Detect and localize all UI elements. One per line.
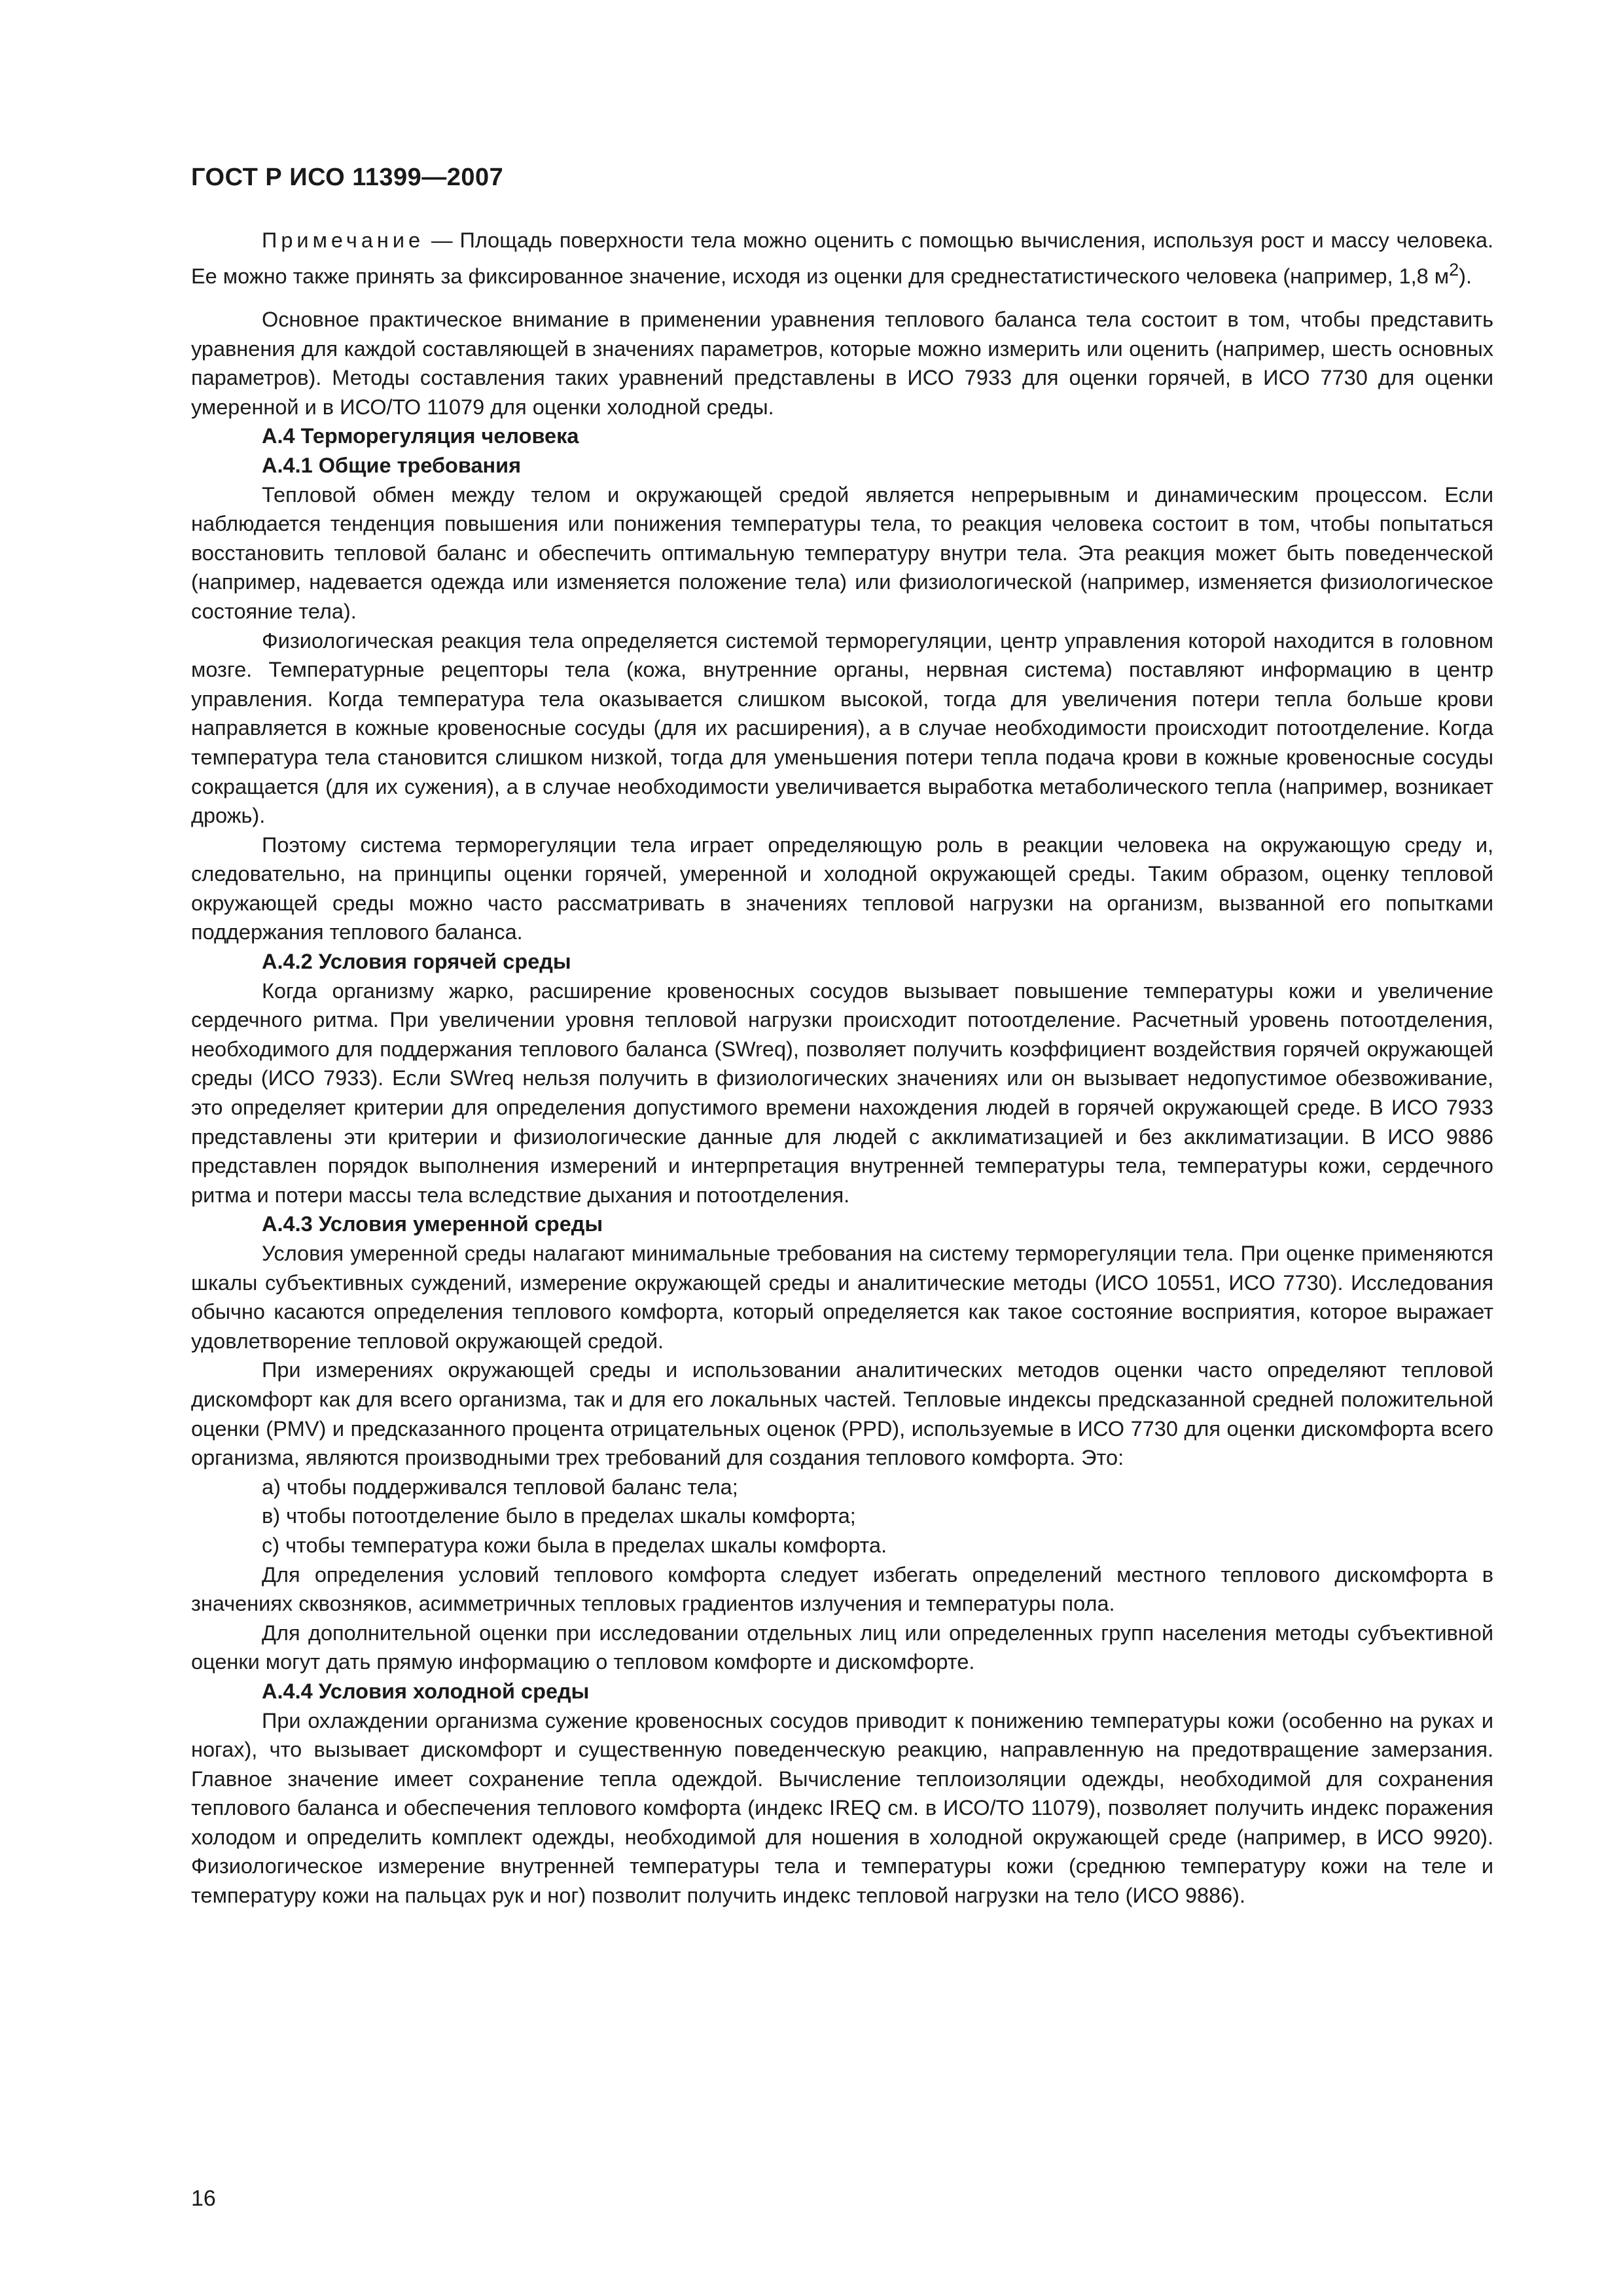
- note-label: Примечание: [262, 228, 425, 252]
- section-heading-a43: А.4.3 Условия умеренной среды: [262, 1212, 603, 1236]
- document-header: ГОСТ Р ИСО 11399—2007: [191, 164, 504, 191]
- note-text-end: ).: [1459, 264, 1472, 288]
- section-heading-a44: А.4.4 Условия холодной среды: [262, 1679, 590, 1703]
- list-item: в) чтобы потоотделение было в пределах шкалы комфорта;: [262, 1504, 856, 1528]
- paragraph-a43-1: Условия умеренной среды налагают минимальные требования на систему терморегуляции тела. При оценке применяются шкалы субъективных суждений, измерение окружающей среды и аналитические методы (ИСО 10551, ИСО 7730). Исследования обычно касаются определения теплового комфорта, который определяется как такое состояние восприятия, которое выражает удовлетворение тепловой окружающей средой.: [191, 1242, 1493, 1353]
- section-heading-a42: А.4.2 Условия горячей среды: [262, 950, 571, 974]
- paragraph-a41-2: Физиологическая реакция тела определяется системой терморегуляции, центр управления которой находится в головном мозге. Температурные рецепторы тела (кожа, внутренние органы, нервная система) поставляют информацию в центр управления. Когда температура тела оказывается слишком высокой, тогда для увеличения потери тепла больше крови направляется в кожные кровеносные сосуды (для их расширения), а в случае необходимости происходит потоотделение. Когда температура тела становится слишком низкой, тогда для уменьшения потери тепла подача крови в кожные кровеносные сосуды сокращается (для их сужения), а в случае необходимости увеличивается выработка метаболического тепла (например, возникает дрожь).: [191, 628, 1493, 828]
- section-heading-a4: А.4 Терморегуляция человека: [262, 424, 579, 448]
- paragraph-a44: При охлаждении организма сужение кровеносных сосудов приводит к понижению температуры кожи (особенно на руках и ногах), что вызывает дискомфорт и существенную поведенческую реакцию, направленную на предотвращение замерзания. Главное значение имеет сохранение тепла одеждой. Вычисление теплоизоляции одежды, необходимой для сохранения теплового баланса и обеспечения теплового комфорта (индекс IREQ см. в ИСО/ТО 11079), позволяет получить индекс поражения холодом и определить комплект одежды, необходимой для ношения в холодной окружающей среде (например, в ИСО 9920). Физиологическое измерение внутренней температуры тела и температуры кожи (среднюю температуру кожи на теле и температуру кожи на пальцах рук и ног) позволит получить индекс тепловой нагрузки на тело (ИСО 9886).: [191, 1708, 1493, 1908]
- paragraph-a43-3: Для определения условий теплового комфорта следует избегать определений местного теплового дискомфорта в значениях сквозняков, асимметричных тепловых градиентов излучения и температуры пола.: [191, 1562, 1493, 1616]
- document-body: [191, 226, 1493, 1910]
- note-superscript: 2: [1449, 259, 1459, 279]
- note-text: — Площадь поверхности тела можно оценить с помощью вычисления, используя рост и массу человека. Ее можно также принять за фиксированное значение, исходя из оценки для среднестатистического человека (например, 1,8 м: [191, 228, 1493, 288]
- paragraph-a43-2: При измерениях окружающей среды и использовании аналитических методов оценки часто определяют тепловой дискомфорт как для всего организма, так и для его локальных частей. Тепловые индексы предсказанной средней положительной оценки (PMV) и предсказанного процента отрицательных оценок (PPD), используемые в ИСО 7730 для оценки дискомфорта всего организма, являются производными трех требований для создания теплового комфорта. Это:: [191, 1358, 1493, 1470]
- note-paragraph: [191, 226, 1493, 291]
- paragraph-a41-3: Поэтому система терморегуляции тела играет определяющую роль в реакции человека на окружающую среду и, следовательно, на принципы оценки горячей, умеренной и холодной окружающей среды. Таким образом, оценку тепловой окружающей среды можно часто рассматривать в значениях тепловой нагрузки на организм, вызванной его попытками поддержания теплового баланса.: [191, 833, 1493, 944]
- intro-paragraph: Основное практическое внимание в применении уравнения теплового баланса тела состоит в том, чтобы представить уравнения для каждой составляющей в значениях параметров, которые можно измерить или оценить (например, шесть основных параметров). Методы составления таких уравнений представлены в ИСО 7933 для оценки горячей, в ИСО 7730 для оценки умеренной и в ИСО/ТО 11079 для оценки холодной среды.: [191, 308, 1493, 419]
- list-item: с) чтобы температура кожи была в пределах шкалы комфорта.: [262, 1533, 887, 1557]
- paragraph-a41-1: Тепловой обмен между телом и окружающей средой является непрерывным и динамическим процессом. Если наблюдается тенденция повышения или понижения температуры тела, то реакция человека состоит в том, чтобы попытаться восстановить тепловой баланс и обеспечить оптимальную температуру внутри тела. Эта реакция может быть поведенческой (например, надевается одежда или изменяется положение тела) или физиологической (например, изменяется физиологическое состояние тела).: [191, 482, 1493, 623]
- page-number: 16: [191, 2186, 216, 2211]
- list-item: а) чтобы поддерживался тепловой баланс тела;: [262, 1475, 738, 1499]
- paragraph-a43-4: Для дополнительной оценки при исследовании отдельных лиц или определенных групп населения методы субъективной оценки могут дать прямую информацию о тепловом комфорте и дискомфорте.: [191, 1621, 1493, 1674]
- section-heading-a41: А.4.1 Общие требования: [262, 453, 522, 477]
- paragraph-a42: Когда организму жарко, расширение кровеносных сосудов вызывает повышение температуры кожи и увеличение сердечного ритма. При увеличении уровня тепловой нагрузки происходит потоотделение. Расчетный уровень потоотделения, необходимого для поддержания теплового баланса (SWreq), позволяет получить коэффициент воздействия горячей окружающей среды (ИСО 7933). Если SWreq нельзя получить в физиологических значениях или он вызывает недопустимое обезвоживание, это определяет критерии для определения допустимого времени нахождения людей в горячей окружающей среде. В ИСО 7933 представлены эти критерии и физиологические данные для людей с акклиматизацией и без акклиматизации. В ИСО 9886 представлен порядок выполнения измерений и интерпретация внутренней температуры тела, температуры кожи, сердечного ритма и потери массы тела вследствие дыхания и потоотделения.: [191, 978, 1493, 1207]
